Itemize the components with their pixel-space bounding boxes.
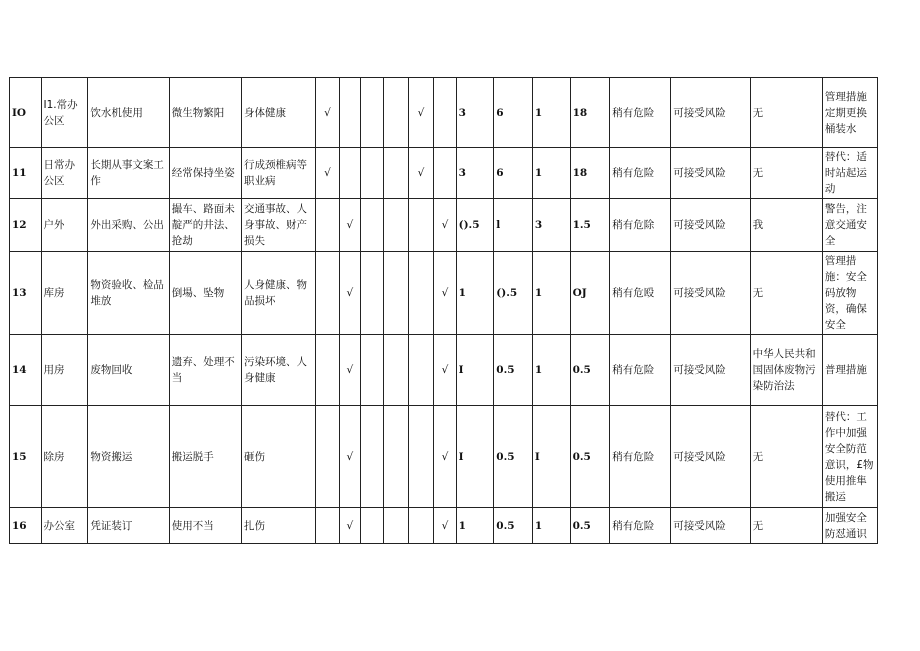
check-cell — [316, 335, 339, 406]
hazard-cell: 搬运脱手 — [169, 406, 241, 508]
location-cell: 日常办公区 — [41, 148, 88, 199]
check-cell — [408, 199, 433, 252]
consequence-score-cell: 1 — [532, 508, 570, 544]
check-cell — [384, 252, 408, 335]
regulation-cell: 我 — [750, 199, 822, 252]
check-cell — [339, 148, 360, 199]
risk-score-cell: 1.5 — [570, 199, 610, 252]
exposure-cell: 6 — [494, 78, 533, 148]
risk-score-cell: 0.5 — [570, 335, 610, 406]
row-number: 14 — [10, 335, 42, 406]
check-cell — [361, 335, 384, 406]
location-cell: I1.常办公区 — [41, 78, 88, 148]
consequence-cell: 人身健康、物品损坏 — [241, 252, 315, 335]
risk-level-cell: 稍有危险 — [610, 335, 671, 406]
check-cell — [361, 148, 384, 199]
check-cell — [361, 252, 384, 335]
check-cell: √ — [434, 252, 456, 335]
control-measure-cell: 替代：适时站起运动 — [822, 148, 877, 199]
activity-cell: 饮水机使用 — [88, 78, 169, 148]
check-cell: √ — [339, 406, 360, 508]
row-number: 12 — [10, 199, 42, 252]
check-cell — [361, 406, 384, 508]
check-cell — [434, 78, 456, 148]
check-cell: √ — [339, 508, 360, 544]
consequence-cell: 交通事故、人身事故、财产损失 — [241, 199, 315, 252]
risk-score-cell: 0.5 — [570, 406, 610, 508]
regulation-cell: 无 — [750, 78, 822, 148]
table-body — [10, 78, 878, 544]
check-cell: √ — [408, 78, 433, 148]
likelihood-cell: I — [456, 406, 494, 508]
regulation-cell: 无 — [750, 508, 822, 544]
regulation-cell: 中华人民共和国固体废物污染防治法 — [750, 335, 822, 406]
exposure-cell: ().5 — [494, 252, 533, 335]
location-cell: 除房 — [41, 406, 88, 508]
activity-cell: 物资验收、检品堆放 — [88, 252, 169, 335]
activity-cell: 外出采购、公出 — [88, 199, 169, 252]
table-row — [10, 508, 878, 544]
row-number: 16 — [10, 508, 42, 544]
activity-cell: 长期从事文案工作 — [88, 148, 169, 199]
table-row — [10, 78, 878, 148]
consequence-cell: 砸伤 — [241, 406, 315, 508]
check-cell — [316, 508, 339, 544]
evaluation-cell: 可接受风险 — [671, 252, 750, 335]
check-cell — [316, 252, 339, 335]
check-cell: √ — [339, 335, 360, 406]
check-cell — [361, 199, 384, 252]
check-cell — [316, 406, 339, 508]
hazard-cell: 微生物繁阳 — [169, 78, 241, 148]
risk-level-cell: 稍有危险 — [610, 148, 671, 199]
risk-level-cell: 稍有危险 — [610, 406, 671, 508]
consequence-cell: 身体健康 — [241, 78, 315, 148]
check-cell: √ — [434, 508, 456, 544]
likelihood-cell: 3 — [456, 78, 494, 148]
check-cell: √ — [434, 199, 456, 252]
hazard-cell: 撮车、路面未靛严的井法、抢劫 — [169, 199, 241, 252]
control-measure-cell: 加强安全防怼通识 — [822, 508, 877, 544]
exposure-cell: 0.5 — [494, 508, 533, 544]
consequence-cell: 行成颈椎病等职业病 — [241, 148, 315, 199]
table-row — [10, 335, 878, 406]
activity-cell: 物资搬运 — [88, 406, 169, 508]
consequence-score-cell: I — [532, 406, 570, 508]
exposure-cell: 0.5 — [494, 335, 533, 406]
risk-score-cell: 18 — [570, 148, 610, 199]
row-number: IO — [10, 78, 42, 148]
check-cell: √ — [434, 406, 456, 508]
consequence-score-cell: 1 — [532, 252, 570, 335]
regulation-cell: 无 — [750, 406, 822, 508]
exposure-cell: l — [494, 199, 533, 252]
check-cell — [384, 148, 408, 199]
likelihood-cell: ().5 — [456, 199, 494, 252]
regulation-cell: 无 — [750, 252, 822, 335]
risk-level-cell: 稍有危除 — [610, 199, 671, 252]
risk-assessment-table — [9, 77, 878, 544]
table-row — [10, 199, 878, 252]
consequence-cell: 扎伤 — [241, 508, 315, 544]
table-row — [10, 148, 878, 199]
hazard-cell: 倒場、坠物 — [169, 252, 241, 335]
control-measure-cell: 普理措施 — [822, 335, 877, 406]
control-measure-cell: 管理措施：安全码放物资，确保安全 — [822, 252, 877, 335]
check-cell — [408, 335, 433, 406]
check-cell — [408, 252, 433, 335]
check-cell: √ — [408, 148, 433, 199]
check-cell — [316, 199, 339, 252]
likelihood-cell: 1 — [456, 252, 494, 335]
table-row — [10, 252, 878, 335]
check-cell: √ — [316, 148, 339, 199]
activity-cell: 凭证装订 — [88, 508, 169, 544]
location-cell: 户外 — [41, 199, 88, 252]
consequence-score-cell: 1 — [532, 78, 570, 148]
risk-level-cell: 稍有危险 — [610, 508, 671, 544]
check-cell — [434, 148, 456, 199]
location-cell: 用房 — [41, 335, 88, 406]
activity-cell: 废物回收 — [88, 335, 169, 406]
consequence-score-cell: 3 — [532, 199, 570, 252]
check-cell: √ — [339, 199, 360, 252]
hazard-cell: 遗弃、处理不当 — [169, 335, 241, 406]
check-cell — [408, 406, 433, 508]
check-cell — [361, 78, 384, 148]
regulation-cell: 无 — [750, 148, 822, 199]
exposure-cell: 6 — [494, 148, 533, 199]
risk-level-cell: 稍有危险 — [610, 78, 671, 148]
risk-level-cell: 稍有危殴 — [610, 252, 671, 335]
consequence-score-cell: 1 — [532, 148, 570, 199]
check-cell: √ — [434, 335, 456, 406]
evaluation-cell: 可接受风险 — [671, 335, 750, 406]
location-cell: 库房 — [41, 252, 88, 335]
row-number: 15 — [10, 406, 42, 508]
table-row — [10, 406, 878, 508]
consequence-cell: 污染环境、人身健康 — [241, 335, 315, 406]
control-measure-cell: 管理措施定期更换桶装水 — [822, 78, 877, 148]
check-cell — [339, 78, 360, 148]
check-cell — [384, 335, 408, 406]
evaluation-cell: 可接受风险 — [671, 148, 750, 199]
exposure-cell: 0.5 — [494, 406, 533, 508]
location-cell: 办公室 — [41, 508, 88, 544]
check-cell — [384, 78, 408, 148]
check-cell — [384, 199, 408, 252]
control-measure-cell: 警告，注意交通安全 — [822, 199, 877, 252]
evaluation-cell: 可接受风险 — [671, 199, 750, 252]
check-cell — [408, 508, 433, 544]
evaluation-cell: 可接受风险 — [671, 508, 750, 544]
check-cell — [384, 406, 408, 508]
consequence-score-cell: 1 — [532, 335, 570, 406]
row-number: 13 — [10, 252, 42, 335]
check-cell: √ — [316, 78, 339, 148]
check-cell — [384, 508, 408, 544]
risk-score-cell: 0.5 — [570, 508, 610, 544]
hazard-cell: 经常保持坐姿 — [169, 148, 241, 199]
control-measure-cell: 替代：工作中加强安全防范意识，£物使用推隼搬运 — [822, 406, 877, 508]
evaluation-cell: 可接受风险 — [671, 406, 750, 508]
likelihood-cell: 3 — [456, 148, 494, 199]
likelihood-cell: I — [456, 335, 494, 406]
evaluation-cell: 可接受风险 — [671, 78, 750, 148]
check-cell: √ — [339, 252, 360, 335]
check-cell — [361, 508, 384, 544]
hazard-cell: 使用不当 — [169, 508, 241, 544]
row-number: 11 — [10, 148, 42, 199]
risk-score-cell: OJ — [570, 252, 610, 335]
risk-score-cell: 18 — [570, 78, 610, 148]
likelihood-cell: 1 — [456, 508, 494, 544]
